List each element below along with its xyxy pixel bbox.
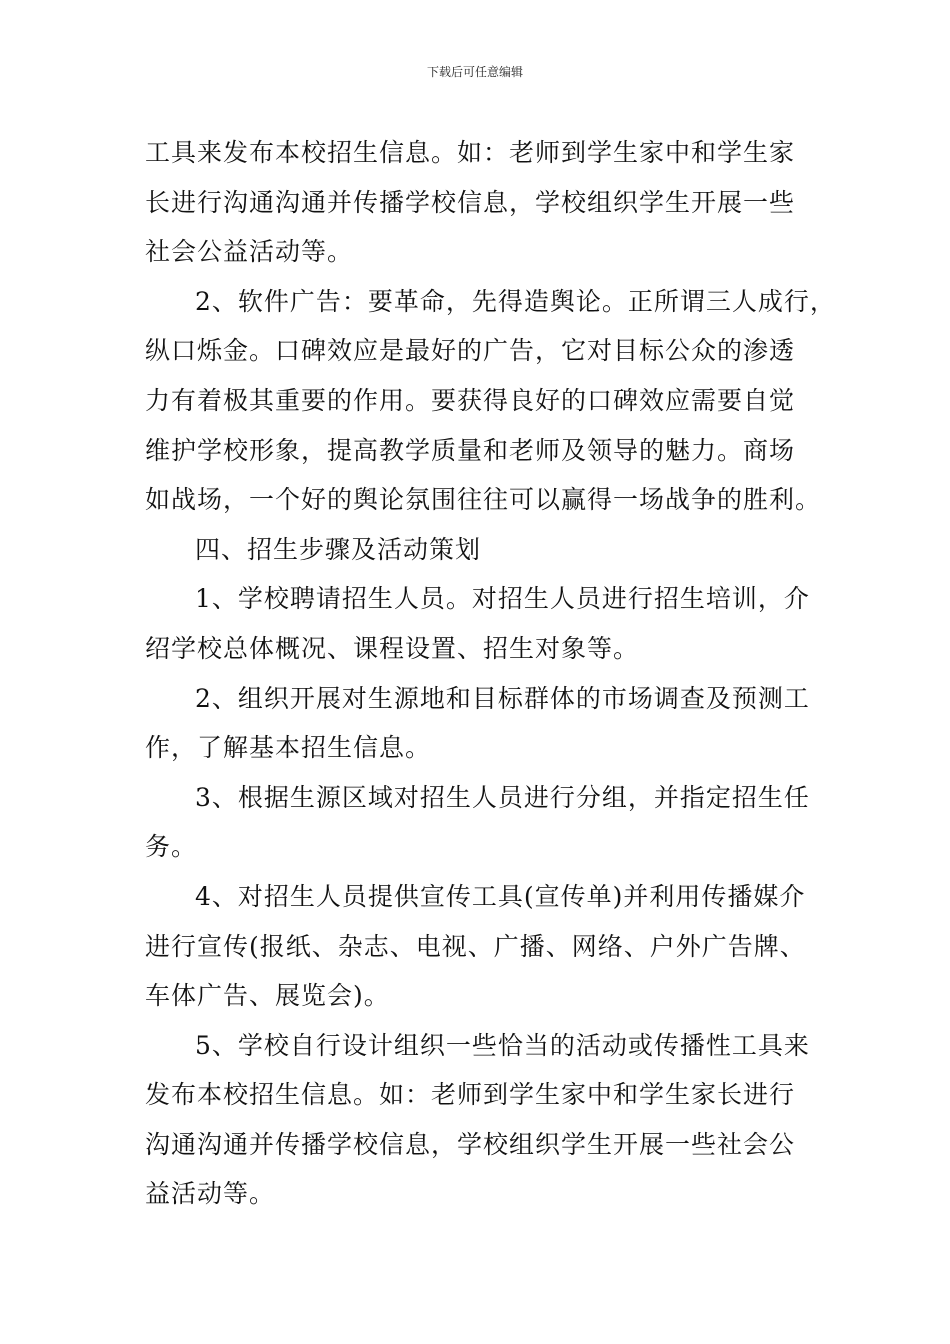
- text-line: 纵口烁金。口碑效应是最好的广告，它对目标公众的渗透: [145, 336, 796, 366]
- text-line: 社会公益活动等。: [145, 237, 354, 267]
- text-line: 维护学校形象，提高教学质量和老师及领导的魅力。商场: [145, 435, 796, 465]
- page-header: 下载后可任意编辑: [426, 65, 523, 79]
- section-heading: 四、招生步骤及活动策划: [195, 534, 482, 564]
- text-line: 2、组织开展对生源地和目标群体的市场调查及预测工: [195, 683, 810, 713]
- document-body: [145, 128, 836, 1219]
- text-line: 发布本校招生信息。如：老师到学生家中和学生家长进行: [145, 1080, 796, 1110]
- text-line: 4、对招生人员提供宣传工具(宣传单)并利用传播媒介: [195, 881, 806, 911]
- text-line: 1、学校聘请招生人员。对招生人员进行招生培训，介: [195, 584, 810, 614]
- text-line: 5、学校自行设计组织一些恰当的活动或传播性工具来: [195, 1030, 810, 1060]
- text-line: 工具来发布本校招生信息。如：老师到学生家中和学生家: [145, 138, 796, 167]
- text-line: 绍学校总体概况、课程设置、招生对象等。: [145, 633, 640, 663]
- text-line: 进行宣传(报纸、杂志、电视、广播、网络、户外广告牌、: [145, 931, 806, 961]
- text-line: 车体广告、展览会)。: [145, 981, 390, 1011]
- text-line: 沟通沟通并传播学校信息，学校组织学生开展一些社会公: [145, 1129, 796, 1159]
- text-line: 务。: [145, 832, 198, 862]
- text-line: 如战场，一个好的舆论氛围往往可以赢得一场战争的胜利。: [145, 485, 822, 515]
- text-line: 益活动等。: [145, 1179, 276, 1209]
- text-line: 2、软件广告：要革命，先得造舆论。正所谓三人成行，: [195, 286, 836, 316]
- text-line: 长进行沟通沟通并传播学校信息，学校组织学生开展一些: [145, 187, 796, 217]
- text-line: 力有着极其重要的作用。要获得良好的口碑效应需要自觉: [145, 385, 796, 415]
- text-line: 作，了解基本招生信息。: [145, 733, 432, 763]
- text-line: 3、根据生源区域对招生人员进行分组，并指定招生任: [195, 782, 810, 812]
